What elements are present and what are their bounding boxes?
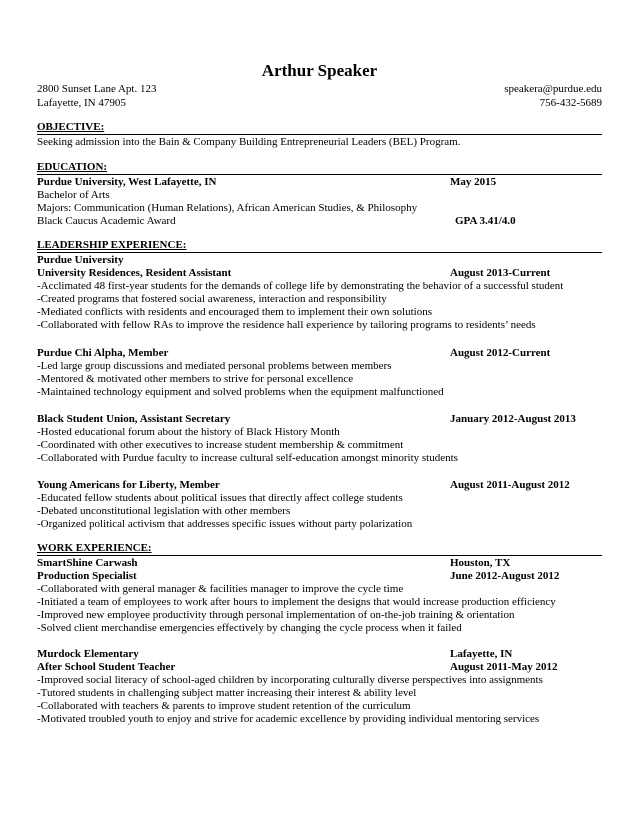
address-line-2: Lafayette, IN 47905 xyxy=(37,97,126,109)
work-employer: Murdock Elementary xyxy=(37,648,139,660)
resume-name: Arthur Speaker xyxy=(261,61,378,80)
education-heading-text: EDUCATION: xyxy=(37,161,108,173)
leadership-entry-title-line xyxy=(37,479,602,492)
list-item: -Mentored & motivated other members to strive for personal excellence xyxy=(37,373,354,385)
list-item: -Collaborated with fellow RAs to improve the residence hall experience by tailoring programs to residents’ needs xyxy=(37,319,536,331)
work-title-line xyxy=(37,661,602,674)
leadership-entry-title: Young Americans for Liberty, Member xyxy=(37,479,220,491)
work-date: June 2012-August 2012 xyxy=(450,570,560,582)
work-title: After School Student Teacher xyxy=(37,661,176,673)
leadership-entry-date: January 2012-August 2013 xyxy=(450,413,576,425)
leadership-heading-text: LEADERSHIP EXPERIENCE: xyxy=(37,239,187,251)
list-item: -Solved client merchandise emergencies effectively by changing the cycle process when it failed xyxy=(37,622,462,634)
education-date: May 2015 xyxy=(450,176,497,188)
contact-line-1 xyxy=(37,83,602,96)
leadership-entry-title: University Residences, Resident Assistant xyxy=(37,267,232,279)
leadership-entry-date: August 2012-Current xyxy=(450,347,551,359)
list-item: -Improved social literacy of school-aged children by incorporating culturally diverse perspectives into assignments xyxy=(37,674,543,686)
list-item: -Collaborated with Purdue faculty to increase cultural self-education amongst minority students xyxy=(37,452,458,464)
education-degree: Bachelor of Arts xyxy=(37,189,110,201)
list-item: -Collaborated with teachers & parents to improve student retention of the curriculum xyxy=(37,700,411,712)
education-award: Black Caucus Academic Award xyxy=(37,215,176,227)
list-item: -Improved new employee productivity through personal implementation of on-the-job training & orientation xyxy=(37,609,515,621)
work-title: Production Specialist xyxy=(37,570,137,582)
education-majors: Majors: Communication (Human Relations), African American Studies, & Philosophy xyxy=(37,202,418,214)
work-title-line xyxy=(37,570,602,583)
list-item: -Motivated troubled youth to enjoy and strive for academic excellence by providing individual mentoring services xyxy=(37,713,540,725)
list-item: -Created programs that fostered social awareness, interaction and responsibility xyxy=(37,293,387,305)
education-award-line xyxy=(37,215,602,228)
education-heading xyxy=(37,161,602,175)
phone: 756-432-5689 xyxy=(539,97,602,109)
list-item: -Hosted educational forum about the history of Black History Month xyxy=(37,426,340,438)
leadership-entry-date: August 2013-Current xyxy=(450,267,551,279)
work-location: Houston, TX xyxy=(450,557,511,569)
work-location: Lafayette, IN xyxy=(450,648,513,660)
contact-line-2 xyxy=(37,97,602,110)
list-item: -Tutored students in challenging subject matter increasing their interest & ability level xyxy=(37,687,417,699)
work-date: August 2011-May 2012 xyxy=(450,661,558,673)
work-employer-line xyxy=(37,557,602,570)
list-item: -Organized political activism that addresses specific issues without party polarization xyxy=(37,518,413,530)
leadership-entry-date: August 2011-August 2012 xyxy=(450,479,570,491)
education-school-line xyxy=(37,176,602,189)
leadership-entry-title-line xyxy=(37,347,602,360)
list-item: -Led large group discussions and mediated personal problems between members xyxy=(37,360,392,372)
list-item: -Debated unconstitutional legislation with other members xyxy=(37,505,291,517)
objective-heading-text: OBJECTIVE: xyxy=(37,121,105,133)
address-line-1: 2800 Sunset Lane Apt. 123 xyxy=(37,83,157,95)
list-item: -Mediated conflicts with residents and encouraged them to implement their own solutions xyxy=(37,306,432,318)
education-school: Purdue University, West Lafayette, IN xyxy=(37,176,217,188)
list-item: -Maintained technology equipment and solved problems when the equipment malfunctioned xyxy=(37,386,444,398)
list-item: -Educated fellow students about political issues that directly affect college students xyxy=(37,492,403,504)
leadership-entry-title-line xyxy=(37,413,602,426)
leadership-entry-title-line xyxy=(37,267,602,280)
list-item: -Initiated a team of employees to work after hours to implement the designs that would increase production efficiency xyxy=(37,596,556,608)
leadership-entry-title: Purdue Chi Alpha, Member xyxy=(37,347,169,359)
objective-text: Seeking admission into the Bain & Company Building Entrepreneurial Leaders (BEL) Program. xyxy=(37,136,461,148)
leadership-org: Purdue University xyxy=(37,254,124,266)
education-gpa: GPA 3.41/4.0 xyxy=(455,215,516,227)
work-employer-line xyxy=(37,648,602,661)
leadership-entry-title: Black Student Union, Assistant Secretary xyxy=(37,413,231,425)
work-heading-text: WORK EXPERIENCE: xyxy=(37,542,152,554)
work-employer: SmartShine Carwash xyxy=(37,557,138,569)
objective-heading xyxy=(37,121,602,135)
leadership-heading xyxy=(37,239,602,253)
work-heading xyxy=(37,542,602,556)
email[interactable]: speakera@purdue.edu xyxy=(504,83,602,95)
list-item: -Coordinated with other executives to increase student membership & commitment xyxy=(37,439,404,451)
list-item: -Collaborated with general manager & facilities manager to improve the cycle time xyxy=(37,583,404,595)
list-item: -Acclimated 48 first-year students for the demands of college life by demonstrating the behavior of a successful student xyxy=(37,280,564,292)
